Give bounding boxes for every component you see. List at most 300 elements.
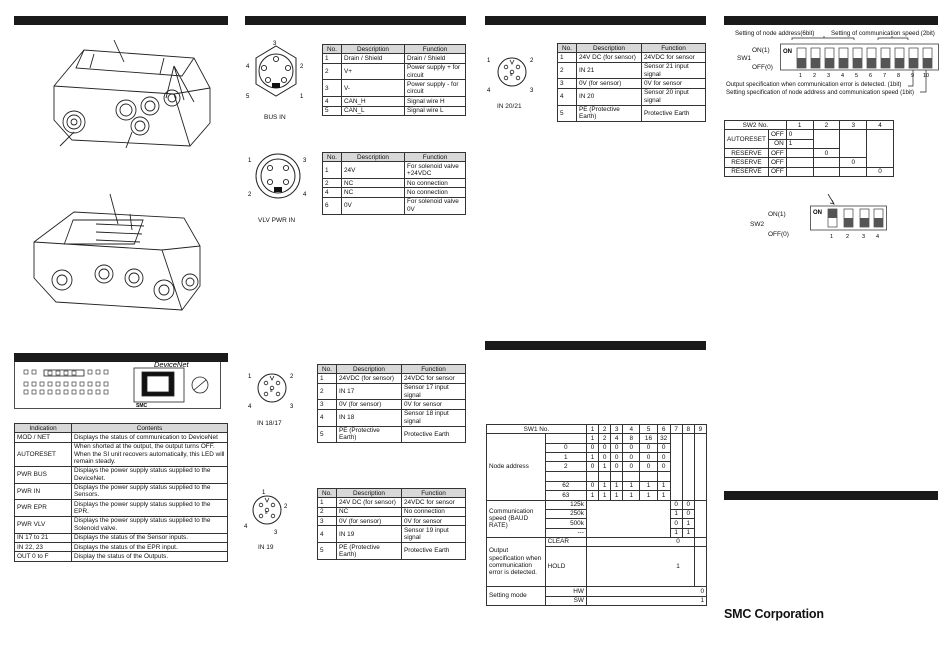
bit-cell: 0 <box>623 462 640 471</box>
baud-rate-cell: 125k <box>545 500 586 509</box>
bus-in-connector-drawing <box>246 40 306 110</box>
section-bar-1 <box>14 16 228 25</box>
description-cell: 24V DC (for sensor) <box>577 53 642 62</box>
description-cell: V- <box>342 80 405 97</box>
vlv-pwr-in-connector-drawing <box>246 148 310 208</box>
no-cell: 2 <box>323 179 342 188</box>
description-cell: IN 19 <box>337 526 402 543</box>
bit-cell <box>786 158 813 167</box>
setting-spec-note: Setting specification of node address and communication speed (1bit) <box>726 89 915 96</box>
indication-cell: IN 17 to 21 <box>15 533 72 542</box>
sw1-off-label: OFF(0) <box>752 64 773 71</box>
output-mode-cell: CLEAR <box>545 537 586 546</box>
description-cell: 0V (for sensor) <box>337 517 402 526</box>
output-spec-label: Output specification when communication error is detected. <box>487 537 546 586</box>
description-cell: PE (Protective Earth) <box>577 105 642 122</box>
indication-cell: OUT 0 to F <box>15 552 72 561</box>
contents-cell: Displays the power supply status supplied to the EPR. <box>72 500 228 517</box>
pin-number: 2 <box>284 504 288 510</box>
sw2-function-cell: AUTORESET <box>725 130 769 149</box>
function-header: Function <box>402 365 466 374</box>
function-cell: 24VDC for sensor <box>402 374 466 383</box>
contents-cell: Displays the power supply status supplied to the Solenoid valve. <box>72 516 228 533</box>
table-row <box>725 167 894 176</box>
description-header: Description <box>342 45 405 54</box>
table-row <box>725 130 894 139</box>
function-cell: 0V for sensor <box>402 400 466 409</box>
switch-number: 1 <box>799 73 803 79</box>
bit-cell: 0 <box>682 509 694 518</box>
function-cell: Sensor 19 input signal <box>402 526 466 543</box>
bit-cell: 0 <box>623 443 640 452</box>
sw1-col-number: 4 <box>623 425 640 434</box>
no-header: No. <box>323 45 342 54</box>
function-header: Function <box>405 153 466 162</box>
bit-cell <box>813 130 840 149</box>
table-row <box>318 517 466 526</box>
bit-cell: 0 <box>611 453 623 462</box>
function-cell: Sensor 21 input signal <box>642 62 706 79</box>
table-row <box>318 374 466 383</box>
table-row <box>15 552 228 561</box>
pin-number: 2 <box>300 64 304 70</box>
sw2-col-number: 4 <box>867 121 894 130</box>
function-cell: Sensor 17 input signal <box>402 383 466 400</box>
description-cell: 24V DC (for sensor) <box>337 498 402 507</box>
bit-cell: 0 <box>786 130 813 139</box>
no-cell: 3 <box>323 80 342 97</box>
bit-cell: 1 <box>786 139 813 148</box>
bit-cell: 0 <box>640 443 658 452</box>
no-cell: 4 <box>323 97 342 106</box>
bit-cell: 1 <box>599 481 611 490</box>
table-row <box>558 62 706 79</box>
bit-cell: 0 <box>586 587 706 596</box>
bit-cell: 0 <box>640 462 658 471</box>
no-cell: 5 <box>318 426 337 443</box>
bit-cell: 0 <box>586 462 598 471</box>
sw1-on-label: ON(1) <box>752 47 770 54</box>
function-cell: Signal wire L <box>405 106 466 115</box>
description-header: Description <box>342 153 405 162</box>
no-cell: 4 <box>318 409 337 426</box>
pin-number: 1 <box>248 374 252 380</box>
table-row <box>323 106 466 115</box>
sw2-state-cell: OFF <box>768 158 786 167</box>
bit-cell <box>786 167 813 176</box>
sw1-col-number: 9 <box>694 425 706 434</box>
bit-cell: 0 <box>586 537 694 546</box>
address-cell: 2 <box>545 462 586 471</box>
description-cell: CAN_L <box>342 106 405 115</box>
empty-cell <box>694 547 706 587</box>
contents-cell: Displays the status of communication to DeviceNet <box>72 433 228 442</box>
no-header: No. <box>558 44 577 53</box>
no-cell: 4 <box>323 188 342 197</box>
bit-weight: 2 <box>599 434 611 443</box>
bit-cell <box>640 471 658 481</box>
node-address-label: Node address <box>487 434 546 500</box>
bit-cell <box>840 130 867 158</box>
bit-cell: 0 <box>586 481 598 490</box>
bit-cell <box>867 130 894 167</box>
bit-cell: 0 <box>657 453 670 462</box>
sw1-label: SW1 <box>737 55 752 62</box>
table-row <box>318 507 466 516</box>
description-cell: NC <box>342 179 405 188</box>
function-cell: Drain / Shield <box>405 54 466 63</box>
switch-number: 7 <box>883 73 887 79</box>
description-cell: IN 18 <box>337 409 402 426</box>
bit-cell: 1 <box>682 519 694 528</box>
description-cell: IN 21 <box>577 62 642 79</box>
bit-cell: 1 <box>657 491 670 500</box>
no-cell: 2 <box>558 62 577 79</box>
sw2-settings-table <box>724 120 894 177</box>
table-row <box>15 516 228 533</box>
bit-cell: 1 <box>670 528 682 537</box>
in-20-21-label: IN 20/21 <box>497 103 522 110</box>
pin-number: 3 <box>274 530 278 536</box>
bit-cell: 1 <box>657 481 670 490</box>
indication-cell: PWR IN <box>15 483 72 500</box>
table-row <box>318 498 466 507</box>
no-cell: 6 <box>323 197 342 214</box>
bit-cell <box>586 471 598 481</box>
table-row <box>318 409 466 426</box>
bus-in-label: BUS IN <box>264 114 286 121</box>
table-row <box>323 80 466 97</box>
vlv-pwr-in-pin-table <box>322 152 466 215</box>
description-cell: 0V (for sensor) <box>577 79 642 88</box>
pin-number: 4 <box>303 192 307 198</box>
empty-cell <box>545 434 586 443</box>
address-cell: 1 <box>545 453 586 462</box>
bit-cell: 0 <box>657 462 670 471</box>
setting-mode-cell: HW <box>545 587 586 596</box>
table-row <box>323 97 466 106</box>
sw1-col-number: 2 <box>599 425 611 434</box>
in-18-17-pin-table <box>317 364 466 443</box>
description-header: Description <box>337 489 402 498</box>
bit-cell: 0 <box>640 453 658 462</box>
pin-number: 1 <box>300 94 304 100</box>
no-cell: 2 <box>318 507 337 516</box>
description-cell: 24V <box>342 162 405 179</box>
indication-table <box>14 423 228 562</box>
pin-number: 1 <box>487 58 491 64</box>
sw1-col-number: 3 <box>611 425 623 434</box>
table-row <box>558 79 706 88</box>
bit-cell: 1 <box>640 491 658 500</box>
setting-mode-cell: SW <box>545 596 586 605</box>
description-cell: Drain / Shield <box>342 54 405 63</box>
pin-number: 5 <box>510 72 513 77</box>
switch-number: 2 <box>813 73 817 79</box>
indication-header: Indication <box>15 424 72 433</box>
switch-number: 8 <box>897 73 901 79</box>
function-header: Function <box>405 45 466 54</box>
no-cell: 3 <box>558 79 577 88</box>
company-name: SMC Corporation <box>724 607 824 621</box>
sw2-label: SW2 <box>750 221 765 228</box>
function-cell: Sensor 18 input signal <box>402 409 466 426</box>
no-cell: 5 <box>558 105 577 122</box>
description-cell: PE (Protective Earth) <box>337 426 402 443</box>
bit-cell <box>623 471 640 481</box>
node-address-note: Setting of node address(6bit) <box>735 30 815 37</box>
sw2-col-number: 2 <box>813 121 840 130</box>
sw2-state-cell: OFF <box>768 149 786 158</box>
bus-in-pin-table <box>322 44 466 116</box>
baud-rate-cell: --- <box>545 528 586 537</box>
baud-rate-cell: 500k <box>545 519 586 528</box>
function-cell: Protective Earth <box>402 426 466 443</box>
description-cell: IN 20 <box>577 88 642 105</box>
no-cell: 4 <box>558 88 577 105</box>
section-bar-7 <box>724 491 938 500</box>
bit-cell: 1 <box>640 481 658 490</box>
bit-cell: 1 <box>623 491 640 500</box>
function-cell: Sensor 20 input signal <box>642 88 706 105</box>
address-cell: 63 <box>545 491 586 500</box>
contents-cell: Displays the status of the Sensor inputs. <box>72 533 228 542</box>
bit-cell: 0 <box>867 167 894 176</box>
no-cell: 1 <box>318 374 337 383</box>
description-header: Description <box>577 44 642 53</box>
sw2-title-cell: SW2 No. <box>725 121 787 130</box>
description-cell: PE (Protective Earth) <box>337 543 402 560</box>
address-cell: 62 <box>545 481 586 490</box>
sw1-col-number: 7 <box>670 425 682 434</box>
pin-number: 2 <box>290 374 294 380</box>
bit-cell <box>840 167 867 176</box>
sw2-on-label: ON(1) <box>768 211 786 218</box>
pin-number: 3 <box>530 88 534 94</box>
in-18-17-label: IN 18/17 <box>257 420 282 427</box>
empty-cell <box>694 500 706 537</box>
bit-weight: 32 <box>657 434 670 443</box>
table-row <box>15 533 228 542</box>
sw1-col-number: 8 <box>682 425 694 434</box>
pin-number: 5 <box>246 94 250 100</box>
sw2-dip-switch <box>810 194 890 244</box>
bit-cell: 0 <box>586 443 598 452</box>
table-row <box>558 53 706 62</box>
table-row <box>15 483 228 500</box>
pin-number: 3 <box>273 41 277 47</box>
no-cell: 1 <box>558 53 577 62</box>
table-row <box>323 54 466 63</box>
table-row <box>558 105 706 122</box>
in-20-21-pin-table <box>557 43 706 122</box>
no-cell: 5 <box>318 543 337 560</box>
pin-number: 4 <box>248 404 252 410</box>
bit-cell: 0 <box>611 462 623 471</box>
switch-number: 3 <box>862 234 866 240</box>
sw2-state-cell: OFF <box>768 167 786 176</box>
function-cell: 24VDC for sensor <box>642 53 706 62</box>
indication-cell: AUTORESET <box>15 442 72 466</box>
pin-number: 1 <box>262 490 266 496</box>
output-spec-note: Output specification when communication error is detected. (1bit) <box>726 81 902 88</box>
setting-mode-label: Setting mode <box>487 587 546 606</box>
devicenet-text: DeviceNet <box>154 360 189 369</box>
description-cell: NC <box>337 507 402 516</box>
bit-cell: 1 <box>586 453 598 462</box>
in-20-21-connector-drawing <box>484 50 540 98</box>
address-cell <box>545 471 586 481</box>
table-row <box>15 500 228 517</box>
table-row <box>15 466 228 483</box>
table-row <box>318 543 466 560</box>
pin-number: 4 <box>487 88 491 94</box>
table-row <box>15 543 228 552</box>
description-cell: 0V <box>342 197 405 214</box>
function-cell: No connection <box>402 507 466 516</box>
indication-cell: PWR EPR <box>15 500 72 517</box>
function-header: Function <box>402 489 466 498</box>
pin-number: 5 <box>265 510 268 515</box>
bit-cell: 0 <box>670 519 682 528</box>
switch-number: 5 <box>855 73 859 79</box>
function-cell: 24VDC for sensor <box>402 498 466 507</box>
function-cell: Power supply - for circuit <box>405 80 466 97</box>
comm-speed-note: Setting of communication speed (2bit) <box>831 30 935 37</box>
pin-number: 1 <box>248 158 252 164</box>
bit-cell: 0 <box>670 500 682 509</box>
bit-cell: 0 <box>599 443 611 452</box>
table-row <box>323 197 466 214</box>
function-header: Function <box>642 44 706 53</box>
contents-cell: When shorted at the output, the output turns OFF. When the SI unit recovers automatically, this LED will remain steady. <box>72 442 228 466</box>
no-cell: 2 <box>318 383 337 400</box>
bit-cell: 0 <box>611 443 623 452</box>
no-cell: 5 <box>323 106 342 115</box>
section-bar-3 <box>485 16 706 25</box>
switch-number: 4 <box>876 234 880 240</box>
function-cell: 0V for sensor <box>402 517 466 526</box>
in-18-17-connector-drawing <box>246 366 300 416</box>
table-row <box>15 442 228 466</box>
no-header: No. <box>323 153 342 162</box>
table-row <box>323 162 466 179</box>
bit-cell: 0 <box>813 149 840 158</box>
pin-number: 3 <box>290 404 294 410</box>
sw2-col-number: 1 <box>786 121 813 130</box>
pin-number: 5 <box>270 388 273 393</box>
sw2-function-cell: RESERVE <box>725 158 769 167</box>
description-cell: 0V (for sensor) <box>337 400 402 409</box>
indication-cell: PWR VLV <box>15 516 72 533</box>
pin-number: 4 <box>246 64 250 70</box>
sw1-col-number: 1 <box>586 425 598 434</box>
no-header: No. <box>318 365 337 374</box>
no-cell: 3 <box>318 400 337 409</box>
sw1-col-number: 6 <box>657 425 670 434</box>
si-unit-illustration-opened <box>14 190 228 320</box>
bit-weight: 4 <box>611 434 623 443</box>
description-cell: NC <box>342 188 405 197</box>
bit-cell: 1 <box>682 528 694 537</box>
function-cell: For solenoid valve 0V <box>405 197 466 214</box>
bit-cell: 1 <box>611 491 623 500</box>
sw1-on-text: ON <box>783 49 792 55</box>
vlv-pwr-in-label: VLV PWR IN <box>258 217 296 224</box>
in-19-connector-drawing <box>240 488 294 538</box>
function-cell: Protective Earth <box>642 105 706 122</box>
no-cell: 2 <box>323 63 342 80</box>
in-19-label: IN 19 <box>258 544 274 551</box>
contents-cell: Display the status of the Outputs. <box>72 552 228 561</box>
table-row <box>323 179 466 188</box>
smc-mark: SMC <box>136 403 148 409</box>
function-cell: Power supply + for circuit <box>405 63 466 80</box>
sw2-col-number: 3 <box>840 121 867 130</box>
bit-cell <box>786 149 813 158</box>
bit-cell <box>599 471 611 481</box>
empty-cell <box>694 537 706 546</box>
bit-cell: 1 <box>611 481 623 490</box>
contents-cell: Displays the power supply status supplied to the Sensors. <box>72 483 228 500</box>
function-cell: For solenoid valve +24VDC <box>405 162 466 179</box>
function-cell: No connection <box>405 188 466 197</box>
sw1-settings-table <box>486 424 707 606</box>
baud-rate-cell: 250k <box>545 509 586 518</box>
bit-cell: 1 <box>599 491 611 500</box>
description-header: Description <box>337 365 402 374</box>
description-cell: IN 17 <box>337 383 402 400</box>
contents-cell: Displays the status of the EPR input. <box>72 543 228 552</box>
description-cell: 24VDC (for sensor) <box>337 374 402 383</box>
bit-cell: 0 <box>623 453 640 462</box>
pin-number: 4 <box>244 524 248 530</box>
indication-cell: PWR BUS <box>15 466 72 483</box>
bit-cell <box>611 471 623 481</box>
function-cell: 0V for sensor <box>642 79 706 88</box>
empty-cell <box>694 434 706 500</box>
address-cell: 0 <box>545 443 586 452</box>
bit-cell <box>813 167 840 176</box>
bit-cell: 1 <box>586 547 694 587</box>
contents-header: Contents <box>72 424 228 433</box>
bit-cell: 1 <box>623 481 640 490</box>
no-header: No. <box>318 489 337 498</box>
function-cell: No connection <box>405 179 466 188</box>
indication-cell: IN 22, 23 <box>15 543 72 552</box>
no-cell: 1 <box>323 162 342 179</box>
bit-cell <box>657 471 670 481</box>
table-row <box>318 526 466 543</box>
empty-cell <box>586 500 670 537</box>
in-19-pin-table <box>317 488 466 560</box>
no-cell: 3 <box>318 517 337 526</box>
sw2-function-cell: RESERVE <box>725 149 769 158</box>
bit-cell: 1 <box>586 596 706 605</box>
bit-cell: 1 <box>586 491 598 500</box>
sw1-title-cell: SW1 No. <box>487 425 587 434</box>
sw2-function-cell: RESERVE <box>725 167 769 176</box>
empty-cell <box>670 434 682 500</box>
switch-number: 4 <box>841 73 845 79</box>
bit-cell: 0 <box>657 443 670 452</box>
table-row <box>323 188 466 197</box>
switch-number: 10 <box>923 73 930 79</box>
switch-number: 3 <box>827 73 831 79</box>
no-cell: 4 <box>318 526 337 543</box>
table-row <box>323 63 466 80</box>
bit-cell: 0 <box>682 500 694 509</box>
